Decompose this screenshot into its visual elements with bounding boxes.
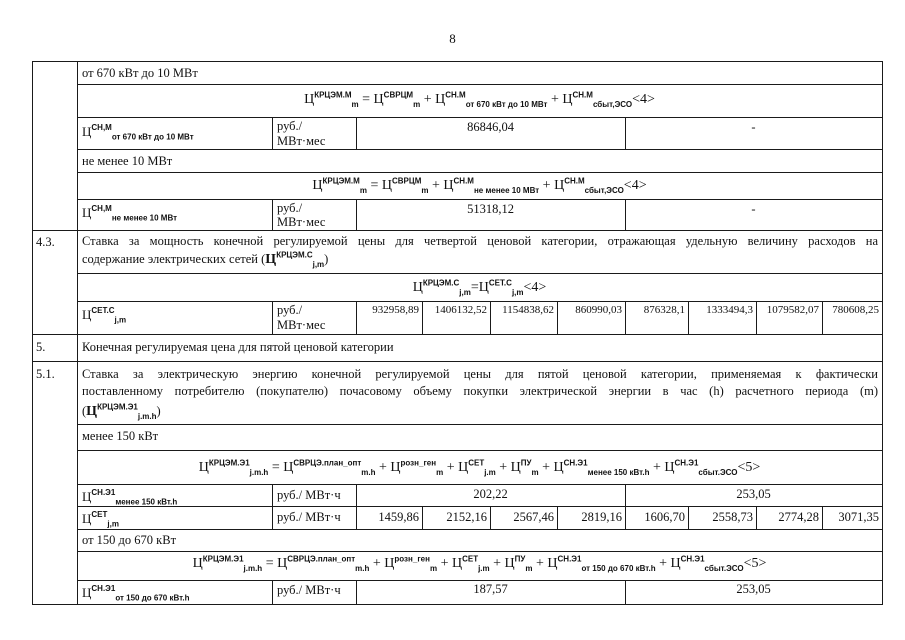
value-cell: 1606,70 [644,510,685,524]
value-cell: 2567,46 [513,510,554,524]
symbol-cn-e1-670: $Ц^{СН.Э1}_{от 150 до 670 кВт.h}$ [82,583,190,603]
unit-rub: руб./ [277,119,303,133]
value-dash: - [751,120,756,134]
value-cell: 2774,28 [778,510,819,524]
unit-rub: руб./ [277,303,303,317]
value-cell: 1079582,07 [766,304,819,316]
row-label-150-670kw: от 150 до 670 кВт [82,533,177,547]
item-number-4-3: 4.3. [36,235,55,249]
unit-mwt-mes: МВт·мес [277,318,326,332]
value-253: 253,05 [736,487,771,501]
value-cell: 1406132,52 [434,304,487,316]
item-5-1-text-line1: Ставка за электрическую энергию конечной регулируемой цены для пятой ценовой категории, применяемая к фактически [82,367,878,381]
value-51318: 51318,12 [467,202,514,216]
unit-rub: руб./ [277,201,303,215]
value-cell: 1154838,62 [502,304,554,316]
item-4-3-text-line2: содержание электрических сетей $(Ц^{КРЦЭМ.С}_{j,m})$ [82,250,329,269]
formula-kzem-m-10mw: $Ц^{КРЦЭМ.М}_m = Ц^{СВРЦМ}_m + Ц^{СН.М}_{не менее 10 МВт} + Ц^{СН.М}_{сбыт,ЭСО}<4>$ [312,176,647,195]
value-cell: 3071,35 [838,510,879,524]
symbol-cn-m-670: $Ц^{СН,М}_{от 670 кВт до 10 МВт}$ [82,122,194,142]
page-number: 8 [449,31,456,46]
value-187: 187,57 [473,582,508,596]
item-4-3-text-line1: Ставка за мощность конечной регулируемой цены для четвертой ценовой категории, отражающая удельную величину расходов на [82,234,878,248]
symbol-cet-c: $Ц^{СЕТ.С}_{j,m}$ [82,305,127,325]
value-cell: 2558,73 [712,510,753,524]
item-number-5-1: 5.1. [36,367,55,381]
row-label-less-150kw: менее 150 кВт [82,429,159,443]
unit-rub-mwh: руб./ МВт·ч [277,583,341,597]
value-253: 253,05 [736,582,771,596]
value-cell: 2819,16 [581,510,622,524]
item-5-1-symbol: $(Ц^{КРЦЭМ.Э1}_{j.m.h})$ [82,402,161,421]
symbol-cn-e1-150: $Ц^{СН.Э1}_{менее 150 кВт.h}$ [82,487,178,507]
formula-kzem-e1-150: $Ц^{КРЦЭМ.Э1}_{j.m.h} = Ц^{СВРЦЭ.план\_опт}_{m.h} + Ц^{розн\_ген}_m + Ц^{СЕТ}_{j.m} + Ц^{ПУ}_m + Ц^{СН.Э1}_{менее 150 кВт.h} + Ц^{СН.Э1}_{сбыт.ЭСО}<5>$ [198,458,761,477]
item-5-1-text-line2: поставленному потребителю (покупателю) почасовому объему покупки электрической энергии в час (h) расчетного периода (m) [82,384,878,398]
value-cell: 860990,03 [575,304,622,316]
formula-kzem-e1-670: $Ц^{КРЦЭМ.Э1}_{j.m.h} = Ц^{СВРЦЭ.план\_опт}_{m.h} + Ц^{розн\_ген}_m + Ц^{СЕТ}_{j.m} + Ц^{ПУ}_m + Ц^{СН.Э1}_{от 150 до 670 кВт.h} + Ц^{СН.Э1}_{сбыт.ЭСО}<5>$ [192,554,767,573]
value-86846: 86846,04 [467,120,514,134]
formula-kzem-m-670: $Ц^{КРЦЭМ.М}_m = Ц^{СВРЦМ}_m + Ц^{СН.М}_{от 670 кВт до 10 МВт} + Ц^{СН.М}_{сбыт,ЭСО}<4>$ [304,90,655,109]
value-dash: - [751,202,756,216]
unit-mwt-mes: МВт·мес [277,134,326,148]
value-cell: 2152,16 [446,510,487,524]
unit-rub-mwh: руб./ МВт·ч [277,510,341,524]
row-label-10mw-plus: не менее 10 МВт [82,154,173,168]
value-cell: 932958,89 [372,304,419,316]
row-label-670-10mw: от 670 кВт до 10 МВт [82,66,198,80]
unit-rub-mwh: руб./ МВт·ч [277,488,341,502]
item-number-5: 5. [36,340,46,354]
value-cell: 876328,1 [643,304,685,316]
formula-kzem-c: $Ц^{КРЦЭМ.С}_{j,m}=Ц^{СЕТ.С}_{j,m}<4>$ [412,278,547,297]
item-5-text: Конечная регулируемая цена для пятой ценовой категории [82,340,394,354]
value-cell: 1333494,3 [706,304,753,316]
symbol-cet-jm: $Ц^{СЕТ}_{j,m}$ [82,509,119,529]
symbol-cn-m-10mw: $Ц^{СН,М}_{не менее 10 МВт}$ [82,203,178,223]
value-cell: 780608,25 [832,304,879,316]
unit-mwt-mes: МВт·мес [277,215,326,229]
value-cell: 1459,86 [378,510,419,524]
value-202: 202,22 [473,487,508,501]
